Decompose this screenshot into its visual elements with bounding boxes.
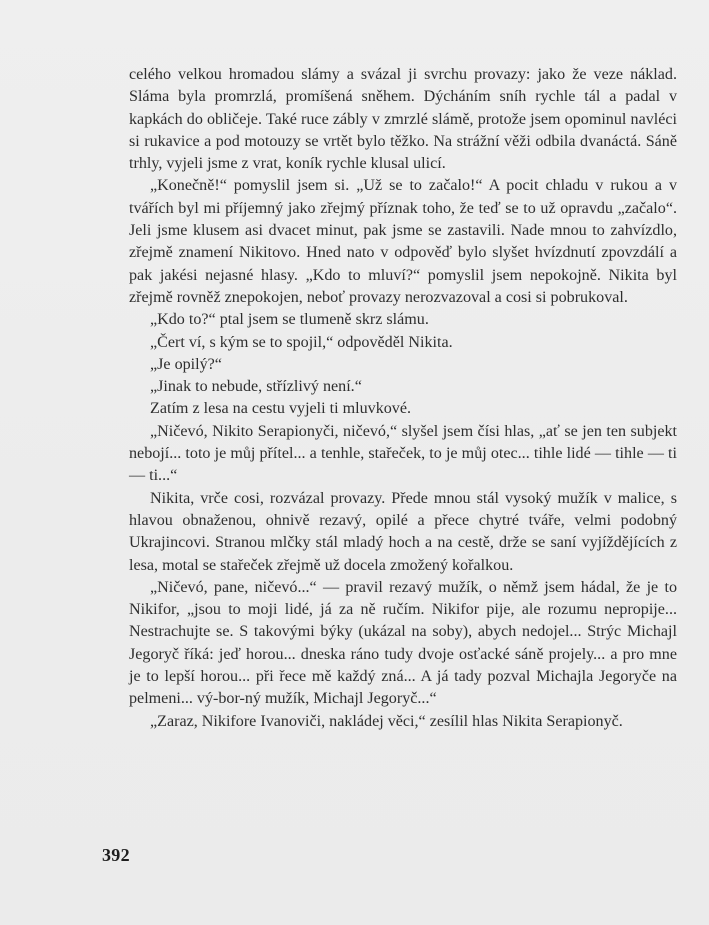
page-body-text: [129, 64, 677, 733]
page-number: 392: [102, 845, 130, 865]
paragraph-1: celého velkou hromadou slámy a svázal ji svrchu provazy: jako že veze náklad. Sláma byla promrzlá, promíšená sněhem. Dýcháním sníh rychle tál a padal v kapkách do obličeje. Také ruce zábly v zmrzlé slámě, protože jsem opominul navléci si rukavice a pod motouzy se vrtět bylo těžko. Na strážní věži odbila dvanáctá. Sáně trhly, vyjeli jsme z vrat, koník rychle klusal ulicí.: [129, 66, 677, 173]
paragraph-7: Zatím z lesa na cestu vyjeli ti mluvkové.: [150, 400, 412, 418]
paragraph-5: „Je opilý?“: [150, 355, 222, 373]
paragraph-8: „Ničevó, Nikito Serapionyči, ničevó,“ slyšel jsem čísi hlas, „ať se jen ten subjekt nebojí... toto je můj přítel... a tenhle, stařeček, to je můj otec... tihle lidé — tihle — ti — ti...“: [129, 422, 677, 485]
paragraph-4: „Čert ví, s kým se to spojil,“ odpověděl Nikita.: [150, 333, 453, 351]
paragraph-9: Nikita, vrče cosi, rozvázal provazy. Přede mnou stál vysoký mužík v malice, s hlavou obnaženou, ohnivě rezavý, opilé a přece chytré tváře, velmi podobný Ukrajincovi. Stranou mlčky stál mladý hoch a na cestě, drže se saní vyjíždějících z lesa, motal se stařeček zřejmě už docela zmožený kořalkou.: [129, 489, 677, 574]
paragraph-2: „Konečně!“ pomyslil jsem si. „Už se to začalo!“ A pocit chladu v rukou a v tvářích byl mi příjemný jako zřejmý příznak toho, že teď se to už opravdu „začalo“. Jeli jsme klusem asi dvacet minut, pak jsme se zastavili. Nade mnou to zahvízdlo, zřejmě znamení Nikitovo. Hned nato v odpověď bylo slyšet hvízdnutí zpovzdálí a pak jakési nejasné hlasy. „Kdo to mluví?“ pomyslil jsem nepokojně. Nikita byl zřejmě rovněž znepokojen, neboť provazy nerozvazoval a cosi si pobrukoval.: [129, 177, 677, 306]
paragraph-6: „Jinak to nebude, střízlivý není.“: [150, 378, 362, 396]
paragraph-11: „Zaraz, Nikifore Ivanoviči, nakládej věci,“ zesílil hlas Nikita Serapionyč.: [150, 712, 623, 730]
paragraph-3: „Kdo to?“ ptal jsem se tlumeně skrz slámu.: [150, 311, 429, 329]
paragraph-10: „Ničevó, pane, ničevó...“ — pravil rezavý mužík, o němž jsem hádal, že je to Nikifor, „jsou to moji lidé, já za ně ručím. Nikifor pije, ale rozumu nepropije... Nestrachujte se. S takovými býky (ukázal na soby), abych nedojel... Strýc Michajl Jegoryč říká: jeď horou... dneska ráno tudy dvoje osťacké sáně projely... a pro mne je to lepší horou... při řece mě každý zná... A já tady pozval Michajla Jegoryče na pelmeni... vý-bor-ný mužík, Michajl Jegoryč...“: [129, 578, 677, 708]
